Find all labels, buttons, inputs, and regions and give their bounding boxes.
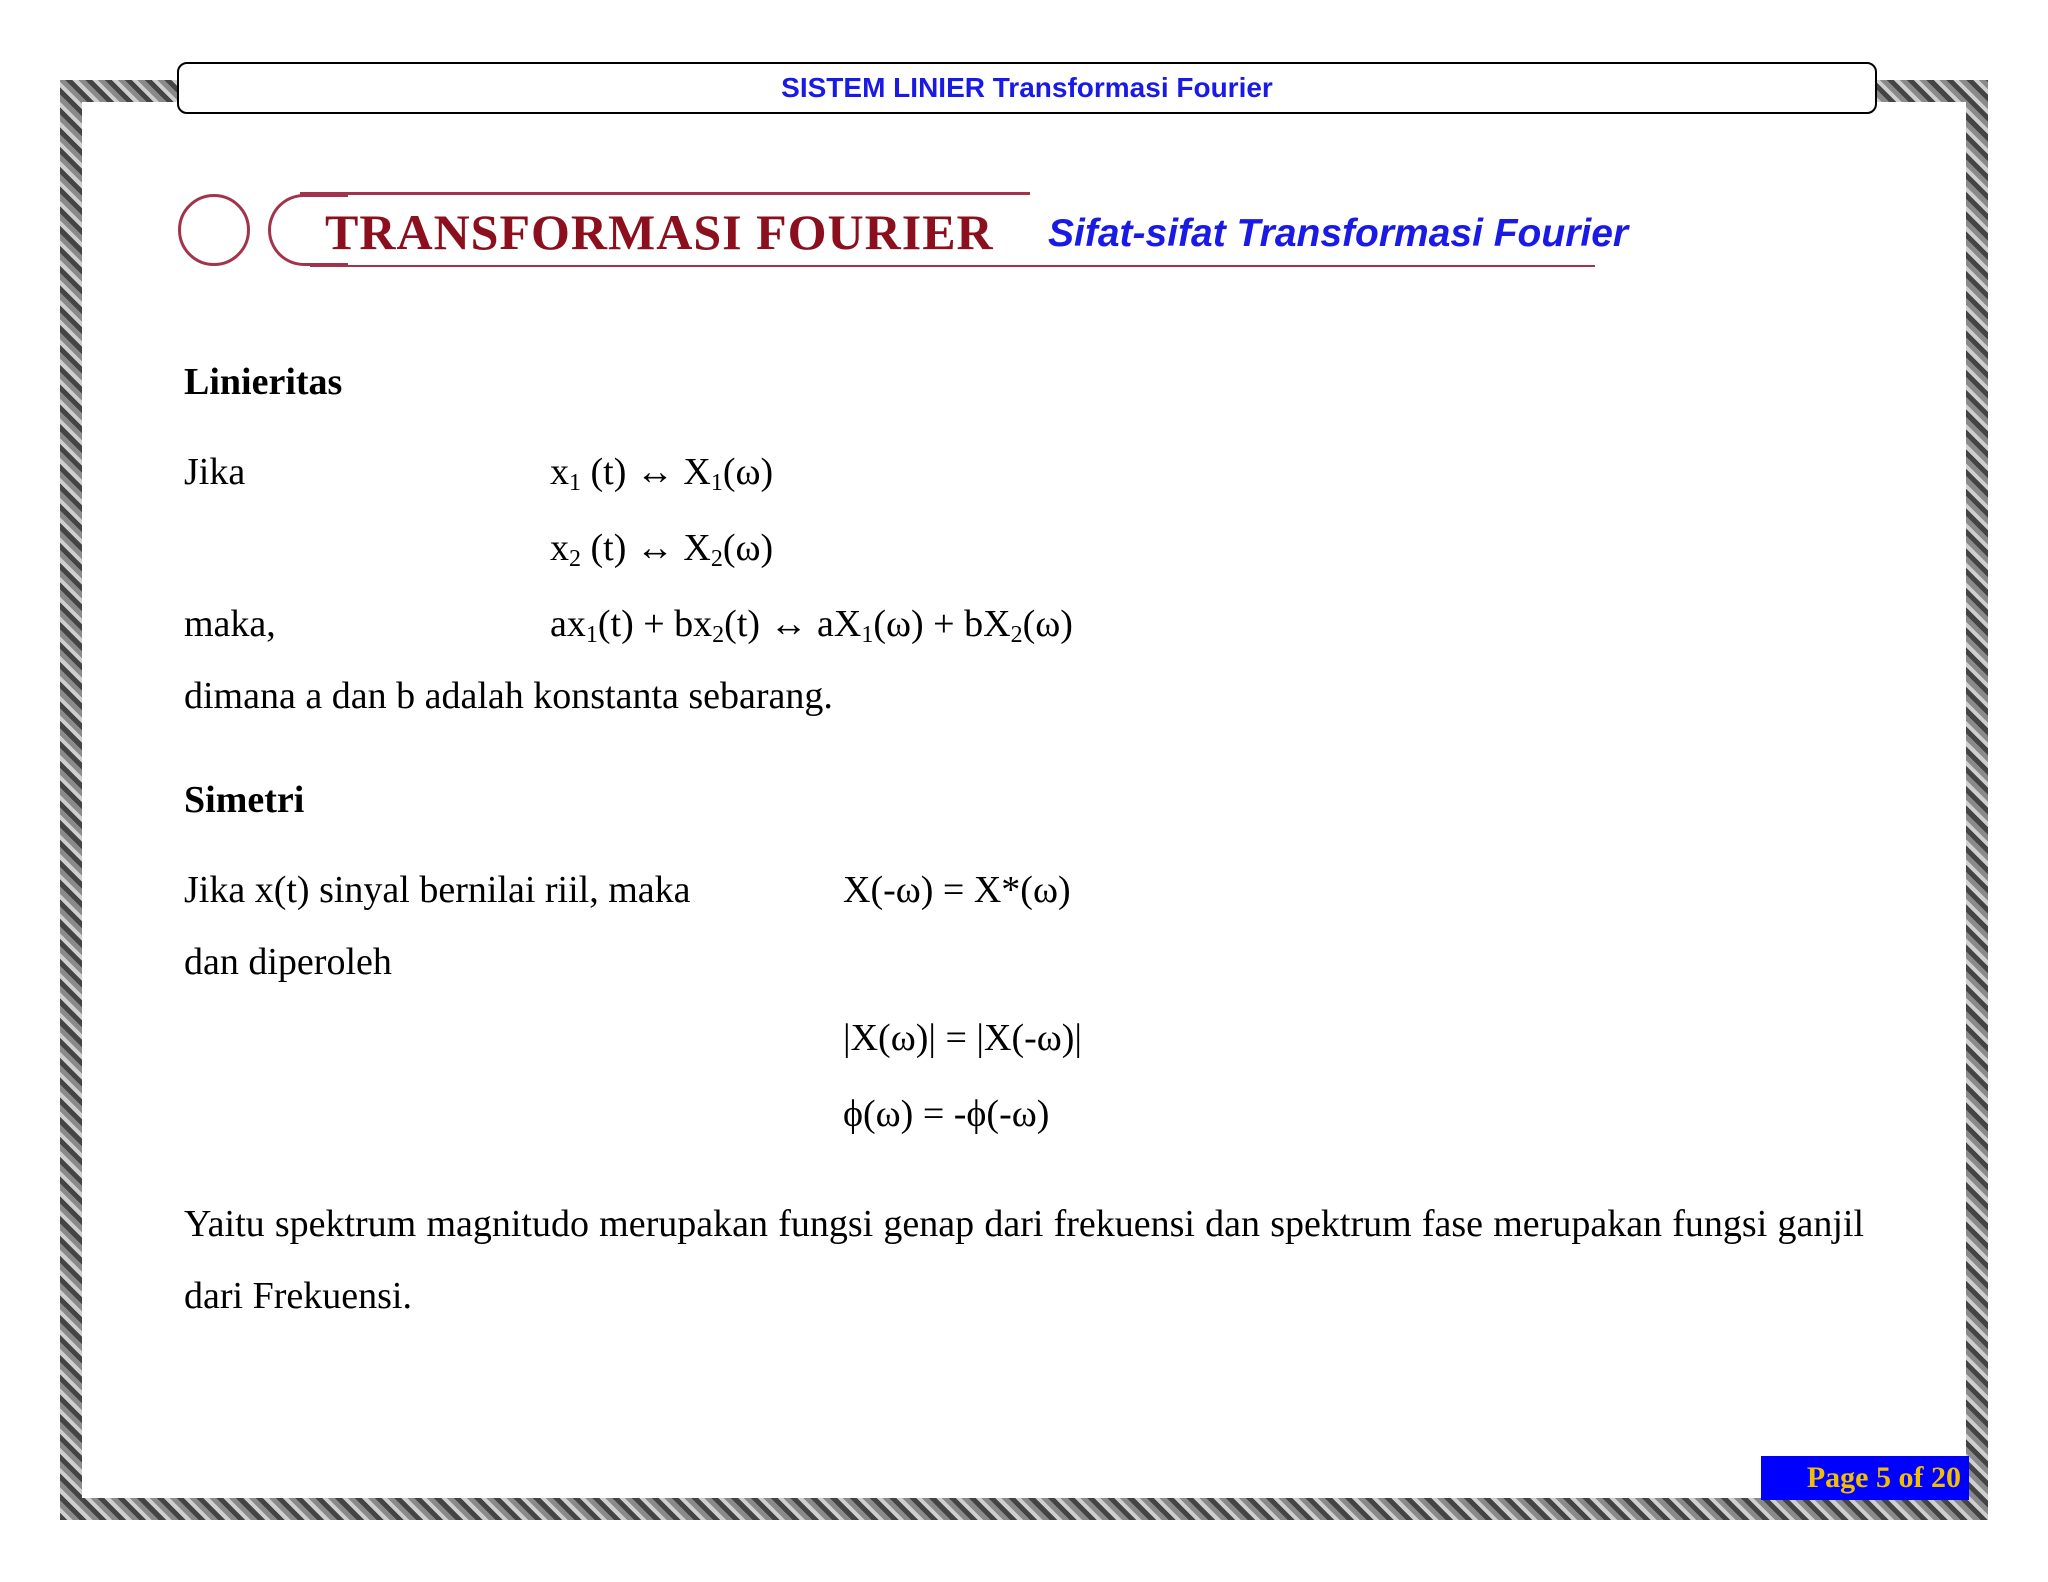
- linearity-eq1: $x_1$ (t) ↔ $X_1(\omega)$: [550, 451, 774, 496]
- title-rule-bottom: [310, 265, 1595, 267]
- page-number: Page 5 of 20: [1806, 1461, 1961, 1494]
- title-rule-top: [300, 192, 1030, 195]
- label-if: Jika: [184, 451, 246, 493]
- header-title: SISTEM LINIER Transformasi Fourier: [781, 72, 1273, 103]
- symmetry-eq3: ϕ(ω) = -ϕ(-ω): [843, 1093, 1050, 1135]
- linearity-eq3: $ax_1(t) + bx_2(t)$ ↔ $aX_1(\omega) + bX_2(\omega)$: [550, 603, 1073, 648]
- label-then: maka,: [184, 603, 276, 645]
- heading-linearity: Linieritas: [184, 361, 343, 403]
- linearity-eq2: $x_2$ (t) ↔ $X_2(\omega)$: [550, 527, 774, 572]
- symmetry-eq2: |X(ω)| = |X(-ω)|: [843, 1017, 1083, 1059]
- linearity-note: dimana a dan b adalah konstanta sebarang.: [184, 675, 833, 717]
- chapter-title: TRANSFORMASI FOURIER: [325, 204, 994, 260]
- section-subtitle: Sifat-sifat Transformasi Fourier: [1048, 212, 1629, 255]
- symmetry-conclusion: Yaitu spektrum magnitudo merupakan fungsi genap dari frekuensi dan spektrum fase merupakan fungsi ganjil dari Frekuensi.: [184, 1203, 1864, 1317]
- title-circle-ornament: [178, 194, 250, 266]
- symmetry-eq1: X(-ω) = X*(ω): [843, 869, 1071, 911]
- page-number-badge: [1761, 1456, 1969, 1500]
- running-header: [177, 62, 1877, 114]
- symmetry-and-obtained: dan diperoleh: [184, 941, 392, 983]
- heading-symmetry: Simetri: [184, 779, 305, 821]
- symmetry-condition: Jika x(t) sinyal bernilai riil, maka: [184, 869, 691, 911]
